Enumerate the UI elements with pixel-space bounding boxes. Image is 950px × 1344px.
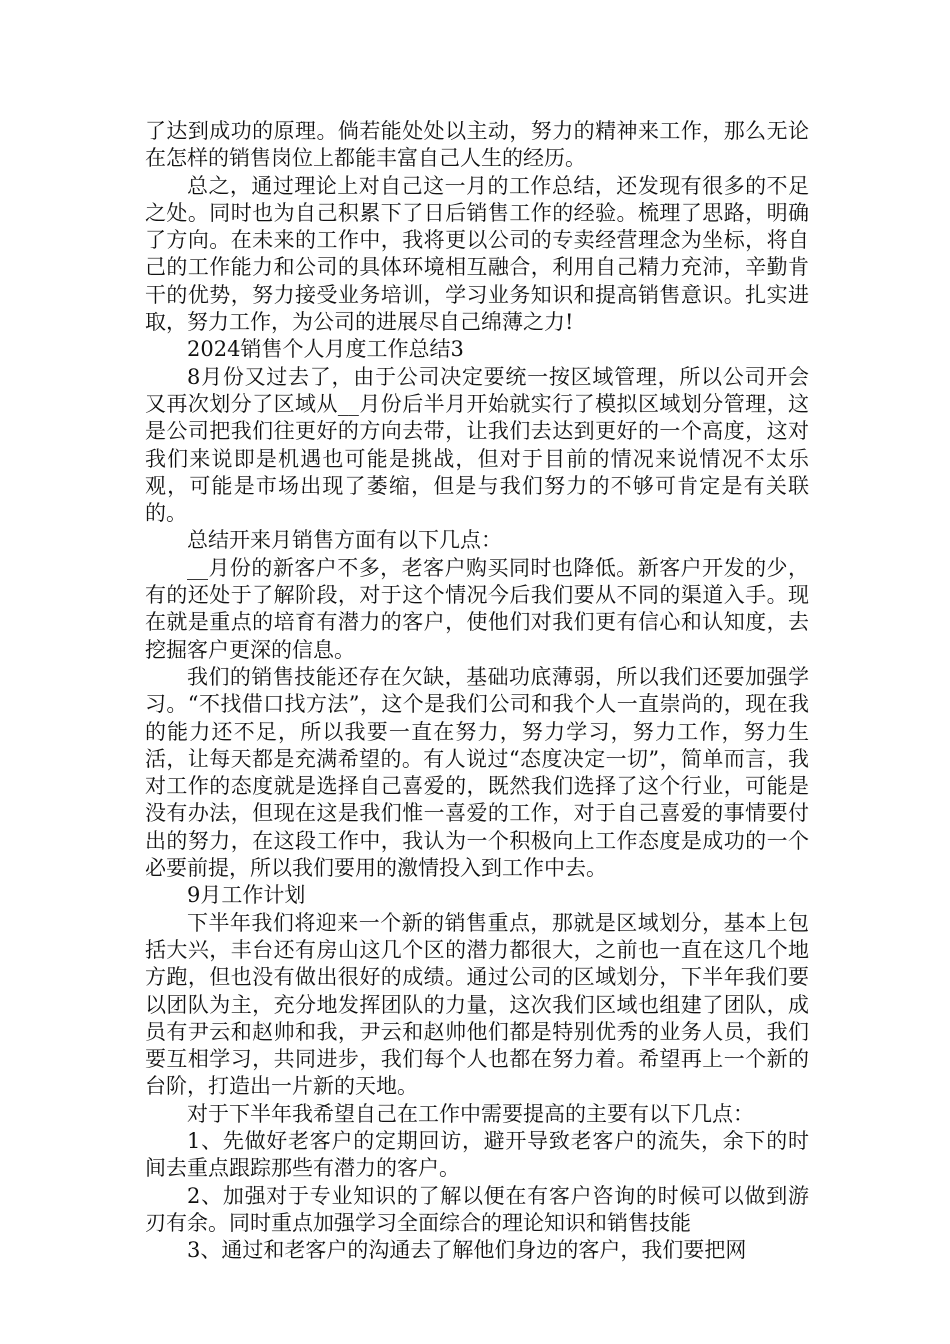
list-item-1: 1、先做好老客户的定期回访，避开导致老客户的流失，余下的时间去重点跟踪那些有潜力的客户。 [145,1128,809,1181]
paragraph-summary-intro: 总结开来月销售方面有以下几点： [187,528,502,553]
section-title-september-plan: 9月工作计划 [187,883,306,908]
list-item-2: 2、加强对于专业知识的了解以便在有客户咨询的时候可以做到游刃有余。同时重点加强学习全面综合的理论知识和销售技能 [145,1183,809,1235]
paragraph-sales-skills: 我们的销售技能还存在欠缺，基础功底薄弱，所以我们还要加强学习。“不找借口找方法”，这个是我们公司和我个人一直崇尚的，现在我的能力还不足，所以我要一直在努力，努力学习，努力工作，努力生活，让每天都是充满希望的。有人说过“态度决定一切”，简单而言，我对工作的态度就是选择自己喜爱的，既然我们选择了这个行业，可能是没有办法，但现在这是我们惟一喜爱的工作，对于自己喜爱的事情要付出的努力，在这段工作中，我认为一个积极向上工作态度是成功的一个必要前提，所以我们要用的激情投入到工作中去。 [145,664,809,881]
paragraph-new-customers: __月份的新客户不多，老客户购买同时也降低。新客户开发的少，有的还处于了解阶段，对于这个情况今后我们要从不同的渠道入手。现在就是重点的培育有潜力的客户，使他们对我们更有信心和认知度，去挖掘客户更深的信息。 [145,555,809,662]
paragraph-improvement-intro: 对于下半年我希望自己在工作中需要提高的主要有以下几点： [187,1101,754,1126]
section-title: 2024销售个人月度工作总结3 [187,337,464,362]
paragraph-summary: 总之，通过理论上对自己这一月的工作总结，还发现有很多的不足之处。同时也为自己积累下了日后销售工作的经验。梳理了思路，明确了方向。在未来的工作中，我将更以公司的专卖经营理念为坐标，将自己的工作能力和公司的具体环境相互融合，利用自己精力充沛，辛勤肯干的优势，努力接受业务培训，学习业务知识和提高销售意识。扎实进取，努力工作，为公司的进展尽自己绵薄之力! [145,173,809,335]
paragraph-continuation: 了达到成功的原理。倘若能处处以主动，努力的精神来工作，那么无论在怎样的销售岗位上都能丰富自己人生的经历。 [145,119,809,171]
paragraph-august-overview: 8月份又过去了，由于公司决定要统一按区域管理，所以公司开会又再次划分了区域从__月份后半月开始就实行了模拟区域划分管理，这是公司把我们往更好的方向去带，让我们去达到更好的一个高度，这对我们来说即是机遇也可能是挑战，但对于目前的情况来说情况不太乐观，可能是市场出现了萎缩，但是与我们努力的不够可肯定是有关联的。 [145,364,809,526]
list-item-3: 3、通过和老客户的沟通去了解他们身边的客户，我们要把网 [187,1238,747,1263]
document-body [145,118,809,1264]
paragraph-regional-plan: 下半年我们将迎来一个新的销售重点，那就是区域划分，基本上包括大兴，丰台还有房山这几个区的潜力都很大，之前也一直在这几个地方跑，但也没有做出很好的成绩。通过公司的区域划分，下半年我们要以团队为主，充分地发挥团队的力量，这次我们区域也组建了团队，成员有尹云和赵帅和我，尹云和赵帅他们都是特别优秀的业务人员，我们要互相学习，共同进步，我们每个人也都在努力着。希望再上一个新的台阶，打造出一片新的天地。 [145,910,809,1099]
